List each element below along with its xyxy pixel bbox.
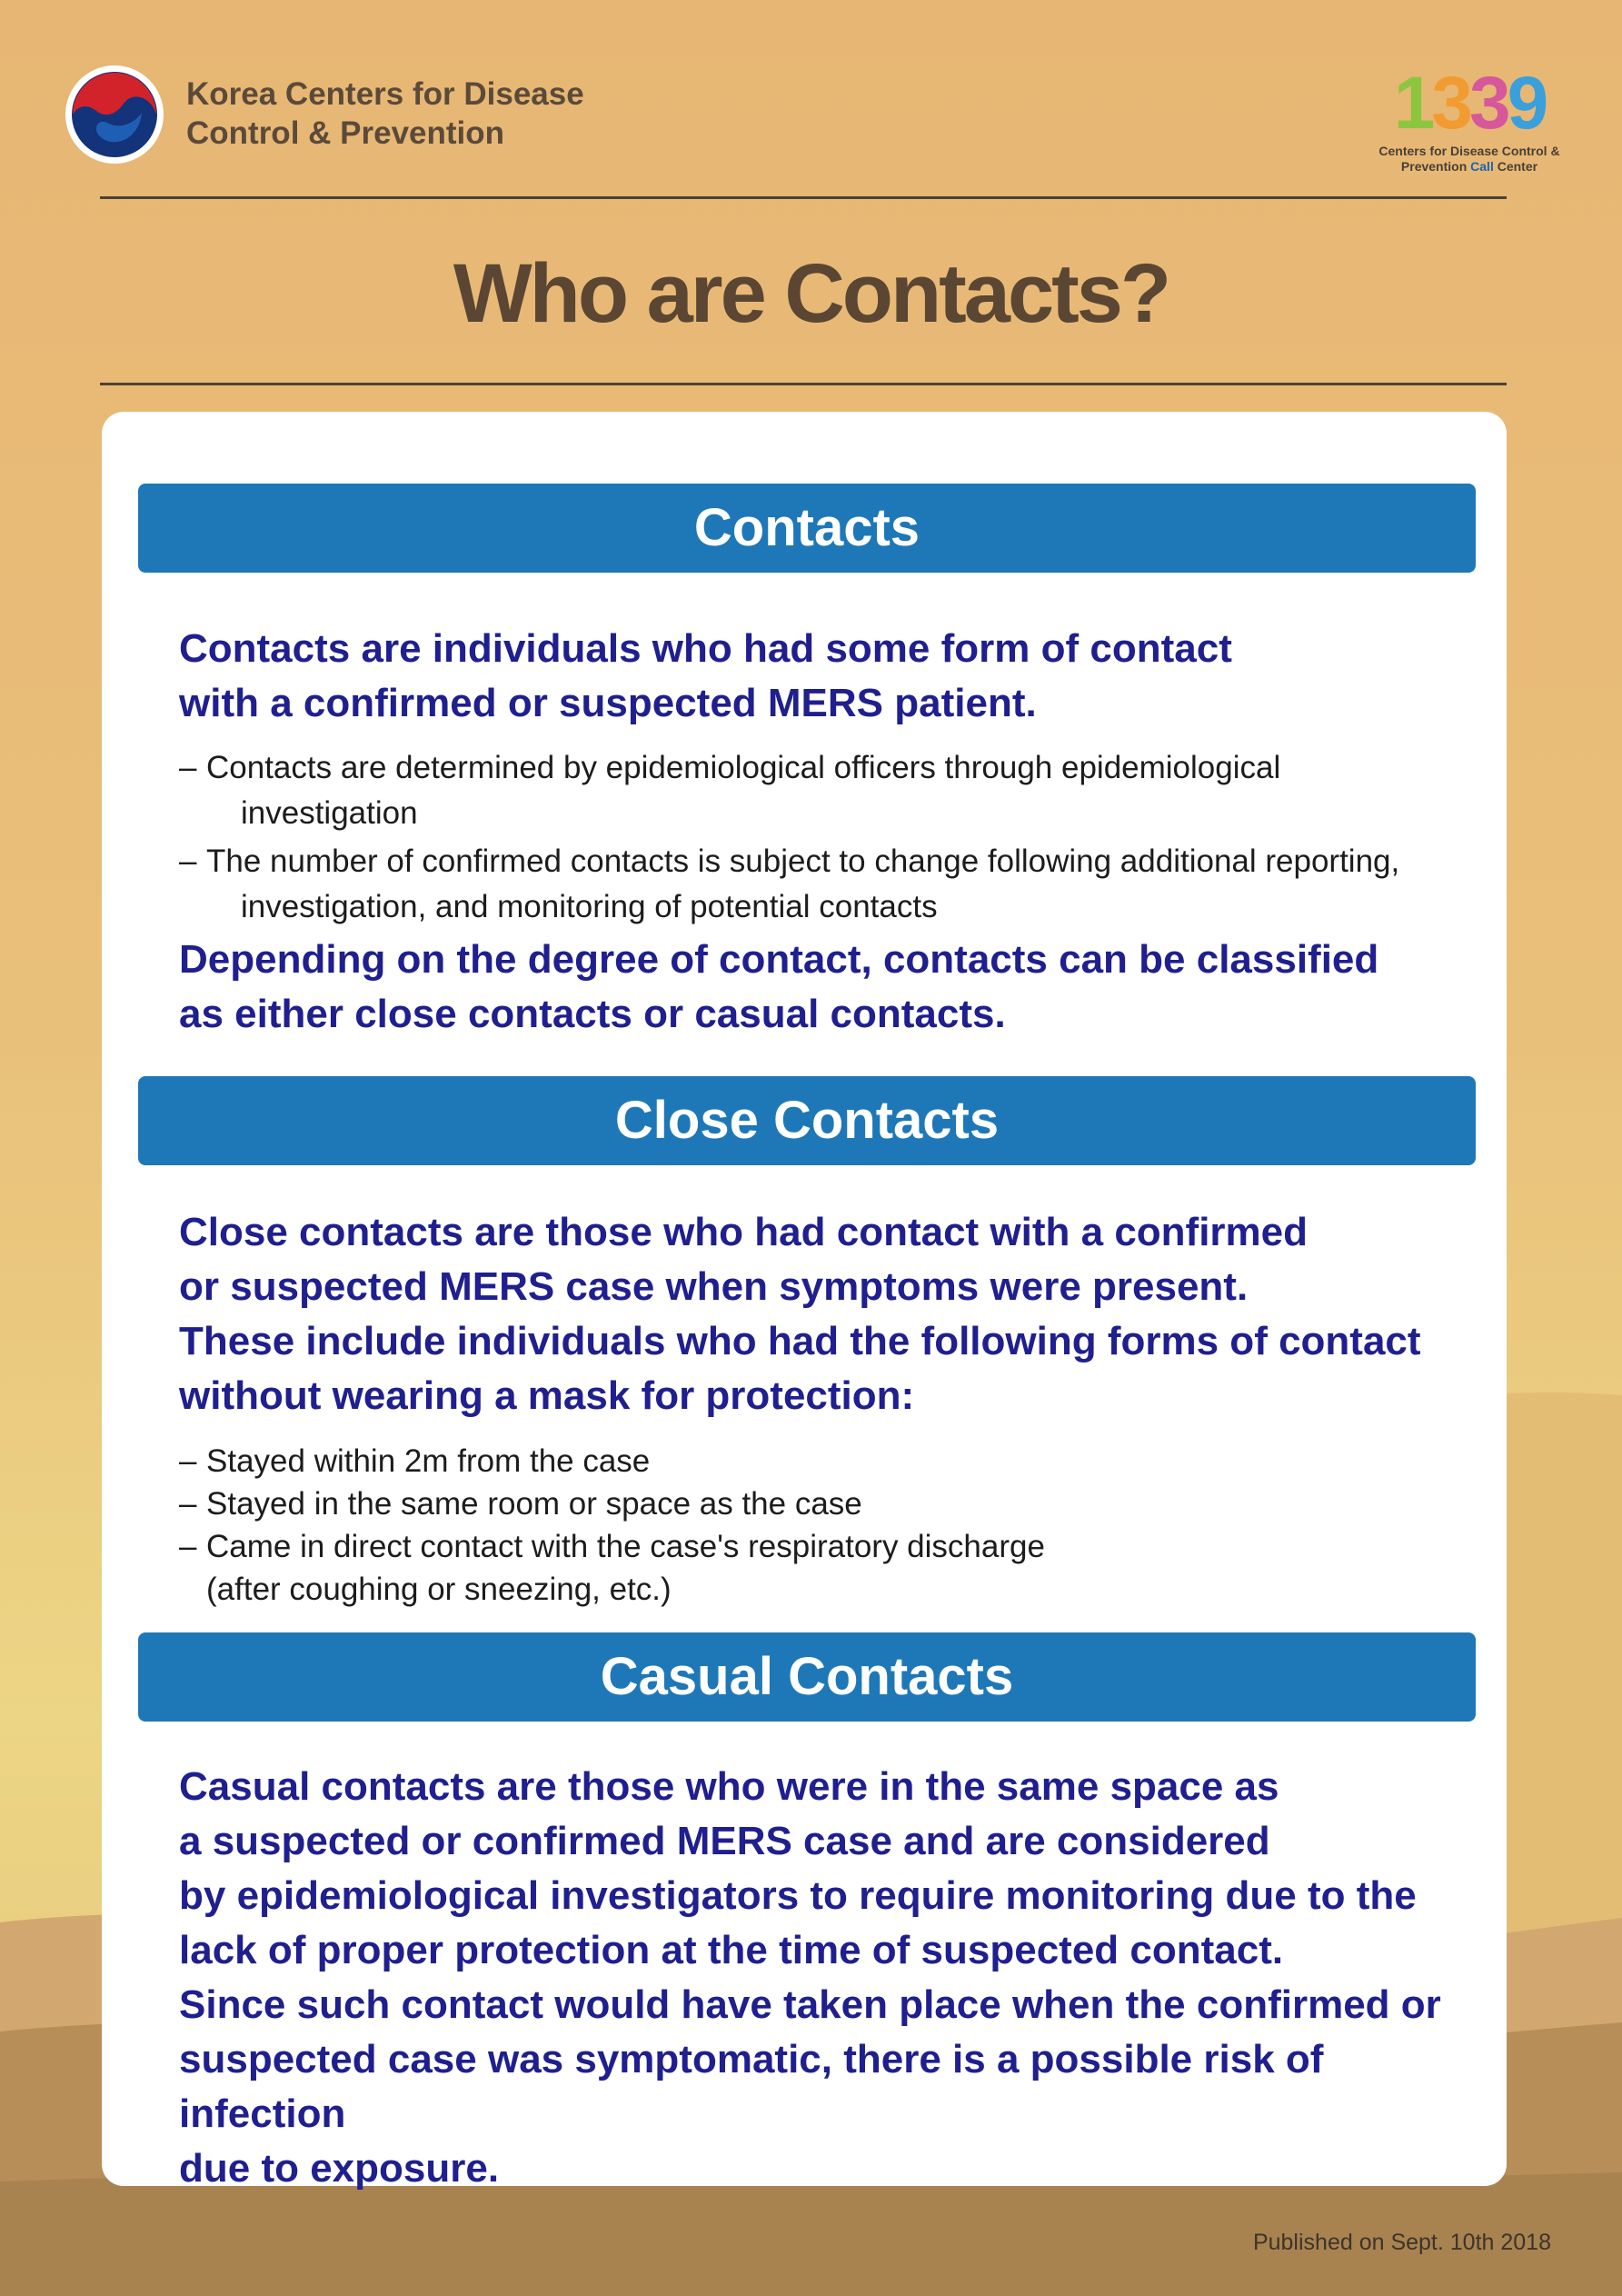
casual-lead-line7: due to exposure. xyxy=(179,2146,500,2191)
casual-lead-line6: suspected case was symptomatic, there is a possible risk of infection xyxy=(179,2037,1324,2136)
call-digit-3: 3 xyxy=(1469,62,1508,145)
header-divider-bottom xyxy=(100,383,1507,385)
contacts-definition-line2: with a confirmed or suspected MERS patient. xyxy=(179,681,1037,725)
close-lead-line3: These include individuals who had the following forms of contact xyxy=(179,1319,1421,1363)
list-item xyxy=(179,839,1469,930)
org-name xyxy=(186,75,584,153)
section-heading-casual-contacts: Casual Contacts xyxy=(138,1632,1476,1722)
close-lead-line4: without wearing a mask for protection: xyxy=(179,1373,915,1418)
call-digit-4: 9 xyxy=(1507,62,1546,145)
org-name-line2: Control & Prevention xyxy=(186,115,505,151)
close-bullet3-line1: Came in direct contact with the case's respiratory discharge xyxy=(206,1529,1045,1564)
org-name-line1: Korea Centers for Disease xyxy=(186,76,584,112)
list-item: – Stayed in the same room or space as the case xyxy=(179,1482,1469,1525)
call-center-number xyxy=(1374,64,1565,144)
contacts-bullet2-line2: investigation, and monitoring of potential contacts xyxy=(241,889,938,924)
close-lead-line2: or suspected MERS case when symptoms were present. xyxy=(179,1264,1249,1309)
close-lead-line1: Close contacts are those who had contact with a confirmed xyxy=(179,1210,1309,1254)
casual-lead-line5: Since such contact would have taken place when the confirmed or xyxy=(179,1982,1441,2027)
call-digit-2: 3 xyxy=(1431,62,1469,145)
korea-government-logo xyxy=(64,64,165,165)
contacts-note-line2: as either close contacts or casual contacts. xyxy=(179,992,1006,1036)
section-heading-close-contacts: Close Contacts xyxy=(138,1076,1476,1165)
close-bullet3-line2: (after coughing or sneezing, etc.) xyxy=(206,1572,672,1607)
contacts-bullet2-line1: The number of confirmed contacts is subject to change following additional reporting, xyxy=(206,844,1400,879)
contacts-classification-note xyxy=(179,933,1469,1042)
casual-lead-line4: lack of proper protection at the time of suspected contact. xyxy=(179,1928,1284,1972)
close-contacts-bullet-list xyxy=(179,1440,1469,1611)
call-center-caption-line1: Centers for Disease Control & xyxy=(1378,144,1560,158)
casual-lead-line1: Casual contacts are those who were in the same space as xyxy=(179,1764,1279,1809)
list-item xyxy=(179,1525,1469,1611)
contacts-definition xyxy=(179,622,1469,731)
list-item xyxy=(179,745,1469,836)
casual-contacts-definition xyxy=(179,1760,1469,2196)
casual-lead-line2: a suspected or confirmed MERS case and are considered xyxy=(179,1819,1270,1863)
close-contacts-definition xyxy=(179,1205,1469,1423)
list-item: – Stayed within 2m from the case xyxy=(179,1440,1469,1482)
page-title: Who are Contacts? xyxy=(453,247,1169,340)
call-center-caption-line2 xyxy=(1374,159,1565,175)
call-digit-1: 1 xyxy=(1393,62,1432,145)
section-heading-contacts: Contacts xyxy=(138,484,1476,573)
contacts-bullet-list xyxy=(179,745,1469,933)
published-date: Published on Sept. 10th 2018 xyxy=(1252,2230,1551,2255)
casual-lead-line3: by epidemiological investigators to require monitoring due to the xyxy=(179,1873,1417,1918)
call-caption-part-a: Prevention xyxy=(1400,159,1471,174)
call-caption-part-c: Center xyxy=(1493,159,1538,174)
call-center-1339-logo xyxy=(1374,64,1565,182)
contacts-definition-line1: Contacts are individuals who had some form of contact xyxy=(179,626,1232,671)
contacts-bullet1-line2: investigation xyxy=(241,795,418,831)
contacts-bullet1-line1: Contacts are determined by epidemiological officers through epidemiological xyxy=(206,750,1281,785)
call-caption-part-b: Call xyxy=(1470,159,1494,174)
contacts-note-line1: Depending on the degree of contact, contacts can be classified xyxy=(179,937,1379,982)
header-divider-top xyxy=(100,196,1507,199)
